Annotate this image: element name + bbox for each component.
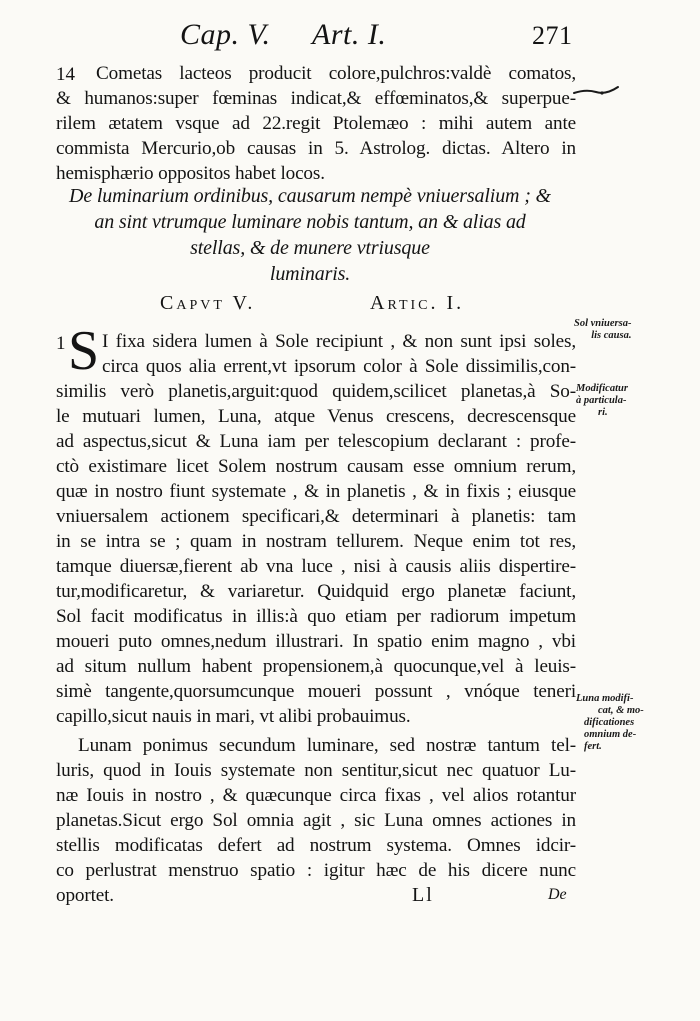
ink-mark-icon	[572, 84, 620, 98]
text-line: næ Iouis in nostro , & quæcunque circa fixas , vel alios rotantur	[56, 785, 576, 806]
text-line: simè tangente,quorsumcunque moueri possunt , vnóque teneri	[56, 681, 576, 702]
title-line: an sint vtrumque luminare nobis tantum, an & alias ad	[94, 211, 526, 233]
text-line: tamque diuersæ,fierent ab vna luce , nisi à causis aliis dispertire-	[56, 556, 576, 577]
title-line: De luminarium ordinibus, causarum nempè vniuersalium ; &	[69, 185, 551, 207]
text-line: circa quos alia errent,vt ipsorum color à Sole dissimilis,con-	[102, 356, 576, 377]
text-line: similis verò planetis,arguit:quod quidem,scilicet planetas,à So-	[56, 381, 576, 402]
signature-mark: Ll	[412, 884, 434, 906]
text-line: & humanos:super fœminas indicat,& effœminatos,& superpue-	[56, 88, 576, 109]
text-line: quæ in nostro fiunt systemate , & in planetis , & in fixis ; eiusque	[56, 481, 576, 502]
page-footer	[0, 884, 700, 914]
text-line: in se intra se ; quam in nostram tellurem. Neque enim tot res,	[56, 531, 576, 552]
text-line: co perlustrat menstruo spatio : igitur hæc de his dicere nunc	[56, 860, 576, 881]
text-line: stellis modificatas defert ad nostrum systema. Omnes idcir-	[56, 835, 576, 856]
paragraph-number-1: 1	[56, 333, 66, 354]
text-line: Sol facit modificatus in illis:à quo etiam per radiorum impetum	[56, 606, 576, 627]
text-line: oportet.	[56, 885, 114, 906]
text-line: ctò existimare licet Solem nostrum causam esse omnium rerum,	[56, 456, 576, 477]
text-line: moueri puto omnes,nedum illustrari. In spatio enim magno , vbi	[56, 631, 576, 652]
text-line: Cometas lacteos producit colore,pulchros:valdè comatos,	[96, 63, 576, 84]
title-line: luminaris.	[269, 263, 351, 285]
text-line: planetas.Sicut ergo Sol omnia agit , sic Luna omnes actiones in	[56, 810, 576, 831]
caput-label: Capvt V.	[160, 292, 256, 314]
paragraph-number-14: 14	[56, 64, 75, 85]
running-head	[170, 18, 580, 60]
articulus-label: Artic. I.	[370, 292, 465, 314]
text-line: luris, quod in Iouis systemate non sentitur,sicut nec quatuor Lu-	[56, 760, 576, 781]
running-head-article: Art. I.	[312, 18, 387, 51]
running-head-chapter: Cap. V.	[180, 18, 271, 51]
catchword: De	[548, 886, 567, 903]
marginal-note-luna: Luna modifi- cat, & mo- dificationes omnium de- fert.	[576, 693, 644, 752]
text-line: Lunam ponimus secundum luminare, sed nostræ tantum tel-	[78, 735, 576, 756]
text-line: le mutuari lumen, Luna, atque Venus crescens, decrescensque	[56, 406, 576, 427]
text-line: commista Mercurio,ob causas in 5. Astrolog. dictas. Altero in	[56, 138, 576, 159]
page-number: 271	[532, 21, 573, 50]
text-line: I fixa sidera lumen à Sole recipiunt , & non sunt ipsi soles,	[102, 331, 576, 352]
text-line: ad aspectus,sicut & Luna iam per telescopium declarant : profe-	[56, 431, 576, 452]
text-line: vniuersalem actionem specificari,& determinari à planetis: tam	[56, 506, 576, 527]
drop-cap: S	[68, 320, 100, 382]
title-line: stellas, & de munere vtriusque	[190, 237, 430, 259]
marginal-note-modificatur: Modificatur à particula- ri.	[576, 383, 628, 418]
text-line: rilem ætatem vsque ad 22.regit Ptolemæo : mihi autem ante	[56, 113, 576, 134]
text-line: capillo,sicut nauis in mari, vt alibi probauimus.	[56, 706, 411, 727]
text-line: ad situm nullum habent propensionem,à quocunque,vel à leuis-	[56, 656, 576, 677]
text-line: hemisphærio oppositos habet locos.	[56, 163, 325, 184]
marginal-note-sol: Sol vniuersa- lis causa.	[574, 318, 632, 341]
text-line: tur,modificaretur, & variaretur. Quidquid ergo planetæ faciunt,	[56, 581, 576, 602]
